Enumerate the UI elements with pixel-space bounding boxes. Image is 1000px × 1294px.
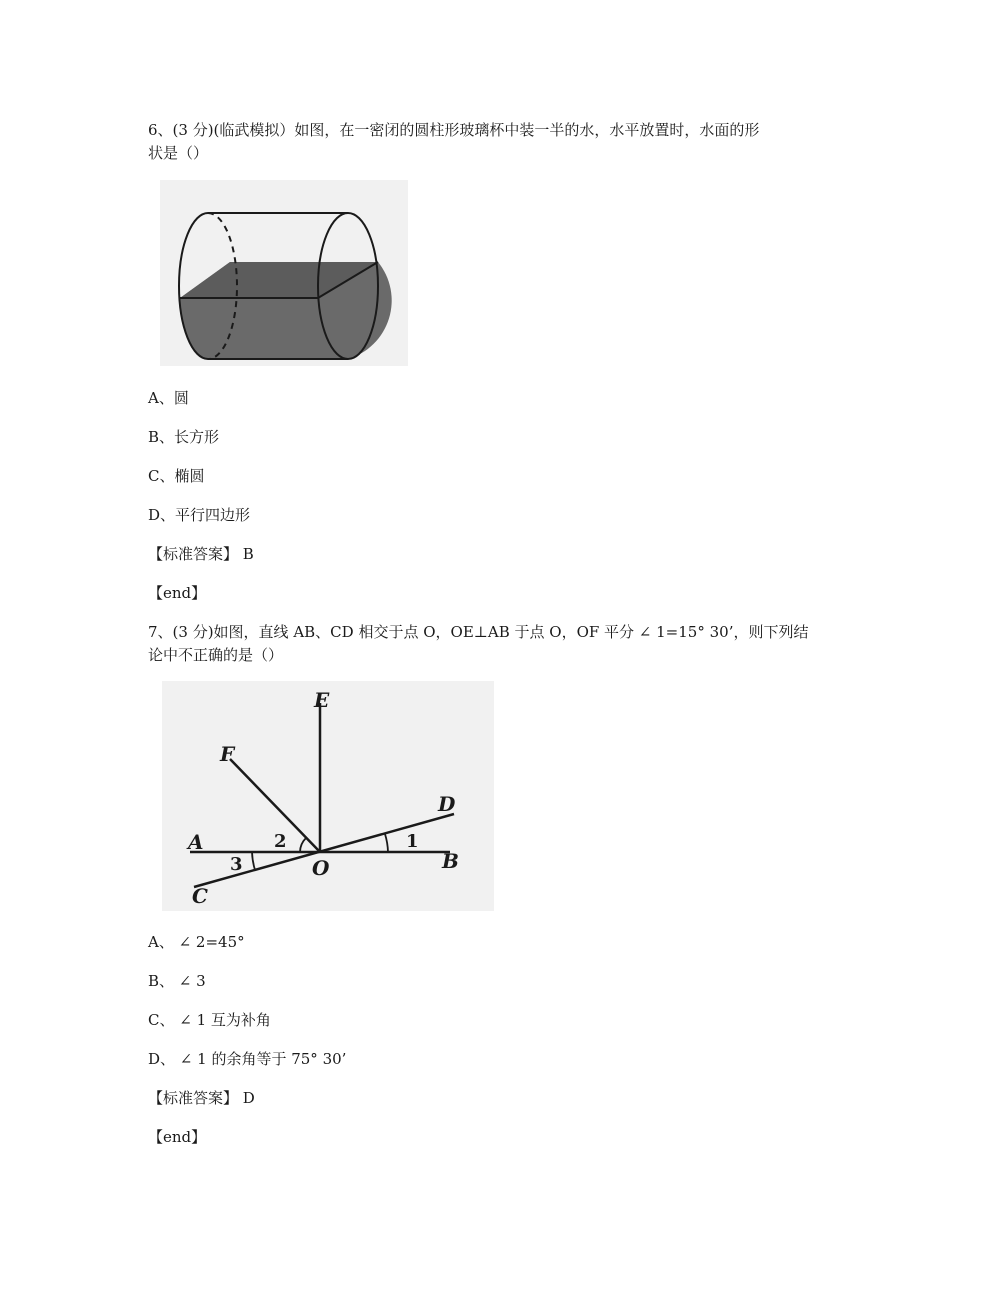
q7-answer-value: D [242, 1089, 255, 1107]
q7-option-a: A、 ∠ 2=45° [148, 933, 245, 951]
q7-stem-line2: 论中不正确的是（） [148, 646, 284, 664]
q6-answer [148, 544, 254, 564]
q7-stem-line1: 7、(3 分)如图，直线 AB、CD 相交于点 O，OE⊥AB 于点 O，OF 平分 ∠ 1=15° 30’，则下列结 [148, 623, 809, 641]
q6-option-b: B、长方形 [148, 428, 220, 446]
q7-answer [148, 1088, 255, 1108]
q7-option-d: D、 ∠ 1 的余角等于 75° 30’ [148, 1050, 347, 1068]
point-a-label: A [188, 830, 204, 854]
point-c-label: C [192, 884, 208, 908]
q6-end-marker: 【end】 [148, 584, 207, 602]
point-d-label: D [438, 792, 456, 816]
angle-2-label: 2 [274, 831, 287, 852]
q7-option-c: C、 ∠ 1 互为补角 [148, 1011, 271, 1029]
q7-answer-label: 【标准答案】 [148, 1089, 239, 1107]
cylinder-figure [160, 180, 408, 366]
q6-option-d: D、平行四边形 [148, 506, 251, 524]
point-b-label: B [442, 849, 459, 873]
point-o-label: O [312, 856, 330, 880]
angle-3-label: 3 [230, 854, 243, 875]
q6-option-c: C、椭圆 [148, 467, 205, 485]
q6-option-a: A、圆 [148, 389, 189, 407]
q6-stem-line2: 状是（） [148, 144, 209, 162]
q7-end-marker: 【end】 [148, 1128, 207, 1146]
q6-answer-label: 【标准答案】 [148, 545, 239, 563]
q6-answer-value: B [242, 545, 254, 563]
point-e-label: E [314, 688, 330, 712]
q6-stem-line1: 6、(3 分)(临武模拟）如图，在一密闭的圆柱形玻璃杯中装一半的水，水平放置时，水面的形 [148, 121, 760, 139]
angle-1-label: 1 [406, 831, 419, 852]
q7-option-b: B、 ∠ 3 [148, 972, 206, 990]
point-f-label: F [220, 742, 235, 766]
intersecting-lines-figure [162, 681, 494, 911]
